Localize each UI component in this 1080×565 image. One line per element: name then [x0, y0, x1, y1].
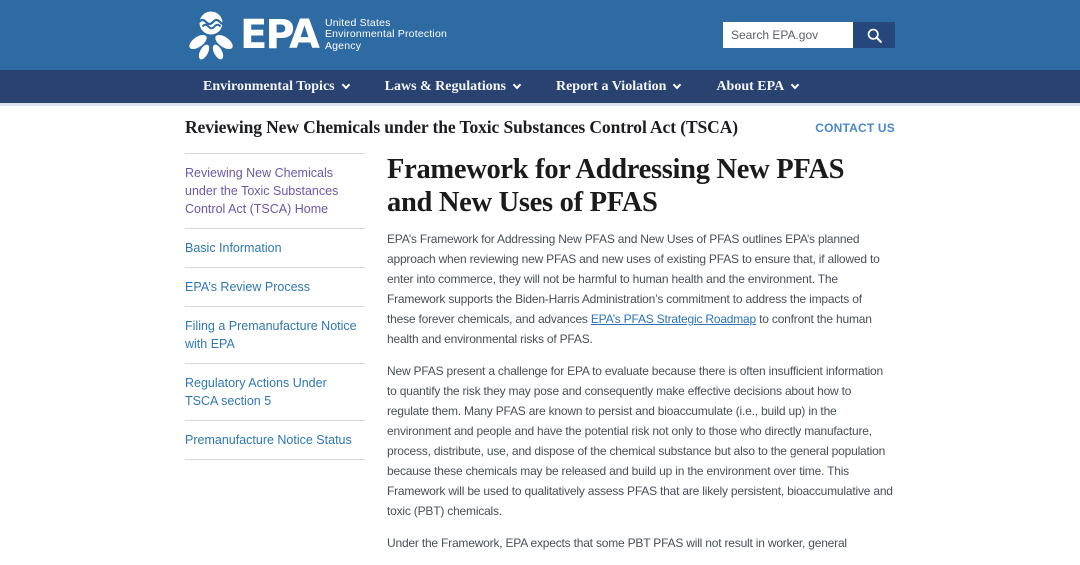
sidebar-item-epas-review-process[interactable]: EPA’s Review Process — [185, 267, 365, 306]
sidebar-item-regulatory-actions[interactable]: Regulatory Actions Under TSCA section 5 — [185, 363, 365, 420]
page-title: Reviewing New Chemicals under the Toxic Substances Control Act (TSCA) — [185, 117, 738, 137]
nav-item-report-a-violation[interactable] — [556, 79, 680, 95]
sidebar-item-basic-information[interactable]: Basic Information — [185, 228, 365, 267]
paragraph-1-text-before: EPA’s Framework for Addressing New PFAS and New Uses of PFAS outlines EPA’s planned approach when reviewing new PFAS and new uses of existing PFAS to ensure that, if allowed to enter into commerce, they will not be harmful to human health and the environment. The Framework supports the Biden-Harris Administration’s commitment to address the impacts of these forever chemicals, and advances — [387, 232, 880, 326]
nav-item-label: Report a Violation — [555, 78, 667, 94]
paragraph-1 — [387, 229, 893, 349]
agency-tagline — [325, 18, 447, 53]
search-button[interactable] — [853, 22, 895, 48]
tagline-line-3: Agency — [324, 39, 362, 52]
chevron-down-icon — [341, 80, 349, 88]
nav-item-label: About EPA — [716, 78, 785, 94]
sidebar-item-premanufacture-notice-status[interactable]: Premanufacture Notice Status — [185, 420, 365, 460]
tagline-line-2: Environmental Protection — [324, 28, 448, 41]
nav-item-environmental-topics[interactable] — [203, 79, 349, 95]
paragraph-2: New PFAS present a challenge for EPA to evaluate because there is often insufficient information to quantify the risk they may pose and consequently make effective decisions about how to regulate them. Many PFAS are known to persist and bioaccumulate (i.e., build up) in the environment and people and have the potential risk not only to those who directly manufacture, process, distribute, use, and dispose of the chemical substance but also to the general population because these chemicals may be released and build up in the environment over time. This Framework will be used to qualitatively assess PFAS that are likely persistent, bioaccumulative and toxic (PBT) chemicals. — [387, 364, 893, 518]
chevron-down-icon — [673, 80, 681, 88]
article — [387, 153, 895, 565]
page-title-row — [185, 106, 895, 147]
tagline-line-1: United States — [324, 16, 391, 29]
contact-us-link[interactable]: CONTACT US — [815, 120, 895, 135]
epa-wordmark: EPA — [240, 12, 318, 58]
search-icon — [866, 27, 883, 44]
primary-nav — [0, 70, 1080, 106]
chevron-down-icon — [513, 80, 521, 88]
epa-logo[interactable] — [185, 9, 447, 61]
nav-item-about-epa[interactable] — [716, 79, 798, 95]
search-input[interactable] — [723, 22, 853, 48]
pfas-strategic-roadmap-link[interactable]: EPA’s PFAS Strategic Roadmap — [590, 312, 757, 326]
sidebar-item-filing-premanufacture-notice[interactable]: Filing a Premanufacture Notice with EPA — [185, 306, 365, 363]
sidebar — [185, 153, 365, 565]
paragraph-3: Under the Framework, EPA expects that some PBT PFAS will not result in worker, general — [387, 536, 847, 550]
nav-item-label: Environmental Topics — [203, 78, 335, 94]
chevron-down-icon — [791, 80, 799, 88]
article-heading: Framework for Addressing New PFAS and New Uses of PFAS — [387, 154, 845, 218]
sidebar-item-tsca-home[interactable]: Reviewing New Chemicals under the Toxic Substances Control Act (TSCA) Home — [185, 153, 365, 228]
content-area — [185, 153, 895, 565]
nav-item-label: Laws & Regulations — [384, 78, 506, 94]
nav-item-laws-regulations[interactable] — [385, 79, 520, 95]
site-header — [0, 0, 1080, 70]
epa-flower-icon — [185, 9, 237, 61]
search-form — [723, 22, 895, 48]
paragraph-1-text-after: to confront the human health and environmental risks of PFAS. — [387, 312, 872, 346]
